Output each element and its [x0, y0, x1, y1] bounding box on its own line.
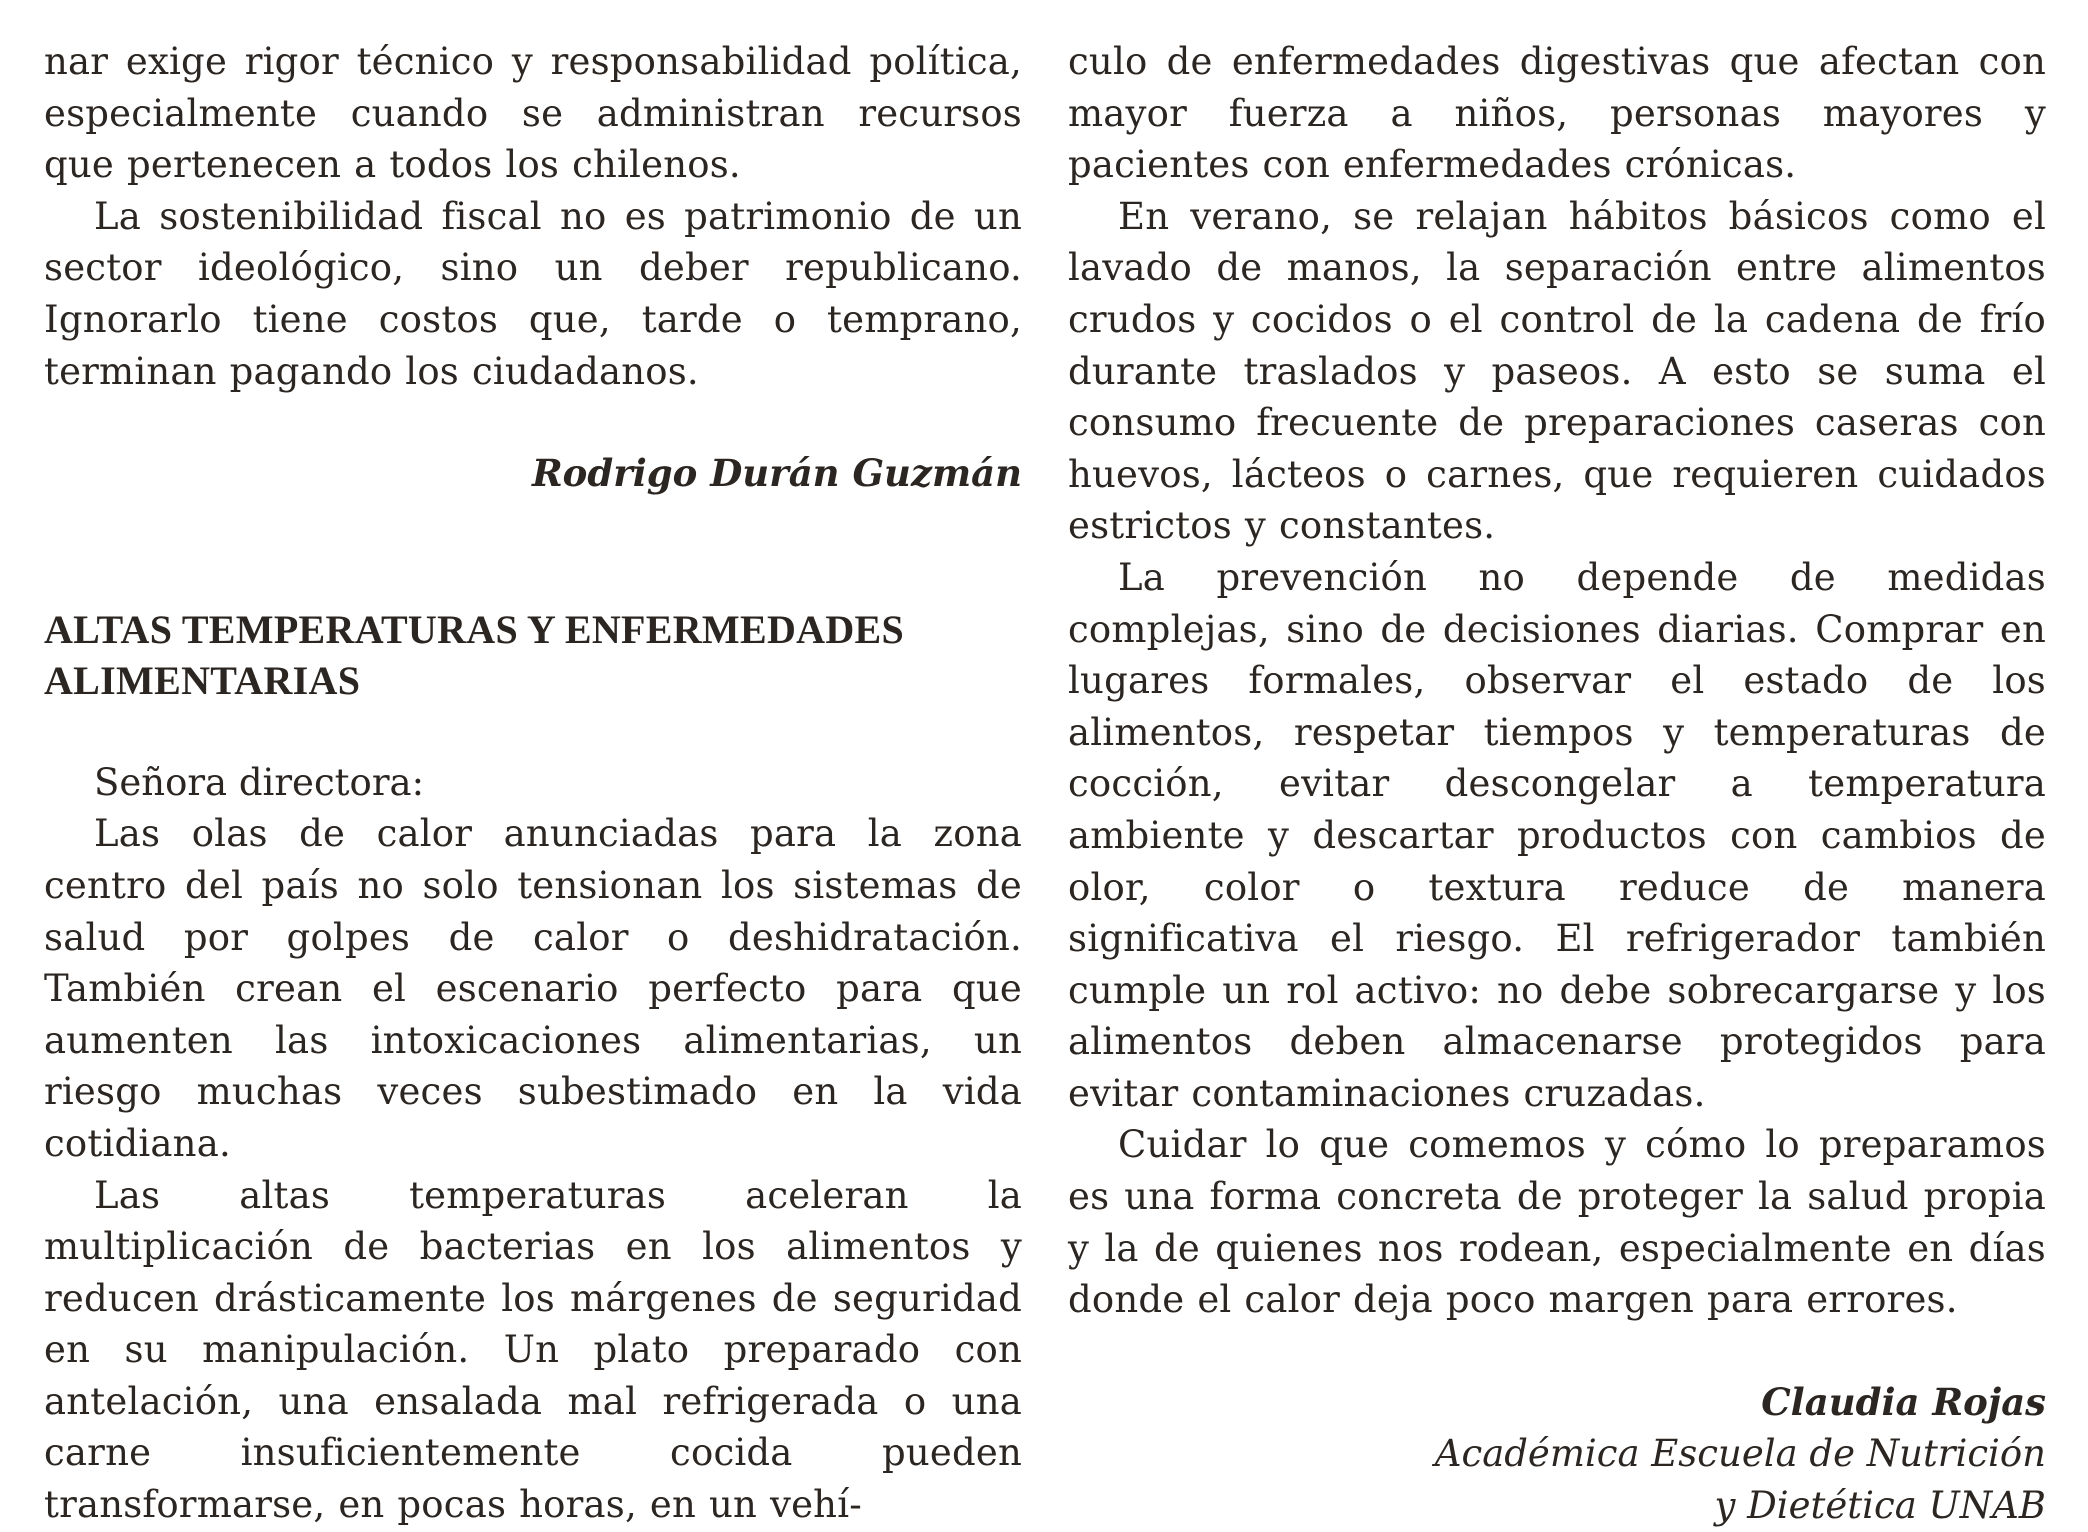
- spacer: [44, 500, 1022, 604]
- signature-claudia: Claudia Rojas: [1761, 1379, 2046, 1424]
- left-column: [44, 36, 1022, 1531]
- spacer: [44, 397, 1022, 448]
- spacer: [1068, 1326, 2046, 1377]
- paragraph-fiscal-sustainability: La sostenibilidad fiscal no es patrimonio de un sector ideológico, sino un deber republicano. Ignorarlo tiene costos que, tarde o temprano, terminan pagando los ciudadanos.: [44, 194, 1022, 393]
- affiliation-line-2: y Dietética UNAB: [1714, 1484, 2046, 1528]
- signature-rodrigo: Rodrigo Durán Guzmán: [531, 451, 1022, 496]
- paragraph-summer-habits: En verano, se relajan hábitos básicos como el lavado de manos, la separación entre alimentos crudos y cocidos o el control de la cadena de frío durante traslados y paseos. A esto se suma el consumo frecuente de preparaciones caseras con huevos, lácteos o carnes, que requieren cuidados estrictos y constantes.: [1068, 194, 2046, 548]
- letter-heading: ALTAS TEMPERATURAS Y ENFERMEDADES ALIMENTARIAS: [44, 606, 905, 703]
- continued-paragraph: nar exige rigor técnico y responsabilidad política, especialmente cuando se administran recursos que pertenecen a todos los chilenos.: [44, 40, 1022, 187]
- right-column: [1068, 36, 2046, 1532]
- affiliation-line-1: Académica Escuela de Nutrición: [1434, 1432, 2046, 1476]
- paragraph-conclusion: Cuidar lo que comemos y cómo lo preparamos es una forma concreta de proteger la salud propia y la de quienes nos rodean, especialmente en días donde el calor deja poco margen para errores.: [1068, 1123, 2046, 1322]
- paragraph-bacteria: Las altas temperaturas aceleran la multiplicación de bacterias en los alimentos y reducen drásticamente los márgenes de seguridad en su manipulación. Un plato preparado con antelación, una ensalada mal refrigerada o una carne insuficientemente cocida pueden transformarse, en pocas horas, en un vehí-: [44, 1173, 1022, 1527]
- salutation: Señora directora:: [94, 760, 425, 804]
- paragraph-heat-waves: Las olas de calor anunciadas para la zona centro del país no solo tensionan los sistemas de salud por golpes de calor o deshidratación. También crean el escenario perfecto para que aumenten las intoxicaciones alimentarias, un riesgo muchas veces subestimado en la vida cotidiana.: [44, 812, 1022, 1165]
- paragraph-prevention: La prevención no depende de medidas complejas, sino de decisiones diarias. Comprar en lugares formales, observar el estado de los alimentos, respetar tiempos y temperaturas de cocción, evitar descongelar a temperatura ambiente y descartar productos con cambios de olor, color o textura reduce de manera significativa el riesgo. El refrigerador también cumple un rol activo: no debe sobrecargarse y los alimentos deben almacenarse protegidos para evitar contaminaciones cruzadas.: [1068, 555, 2046, 1115]
- paragraph-bacteria-continued: culo de enfermedades digestivas que afectan con mayor fuerza a niños, personas mayores y pacientes con enfermedades crónicas.: [1068, 40, 2046, 187]
- spacer: [44, 706, 1022, 757]
